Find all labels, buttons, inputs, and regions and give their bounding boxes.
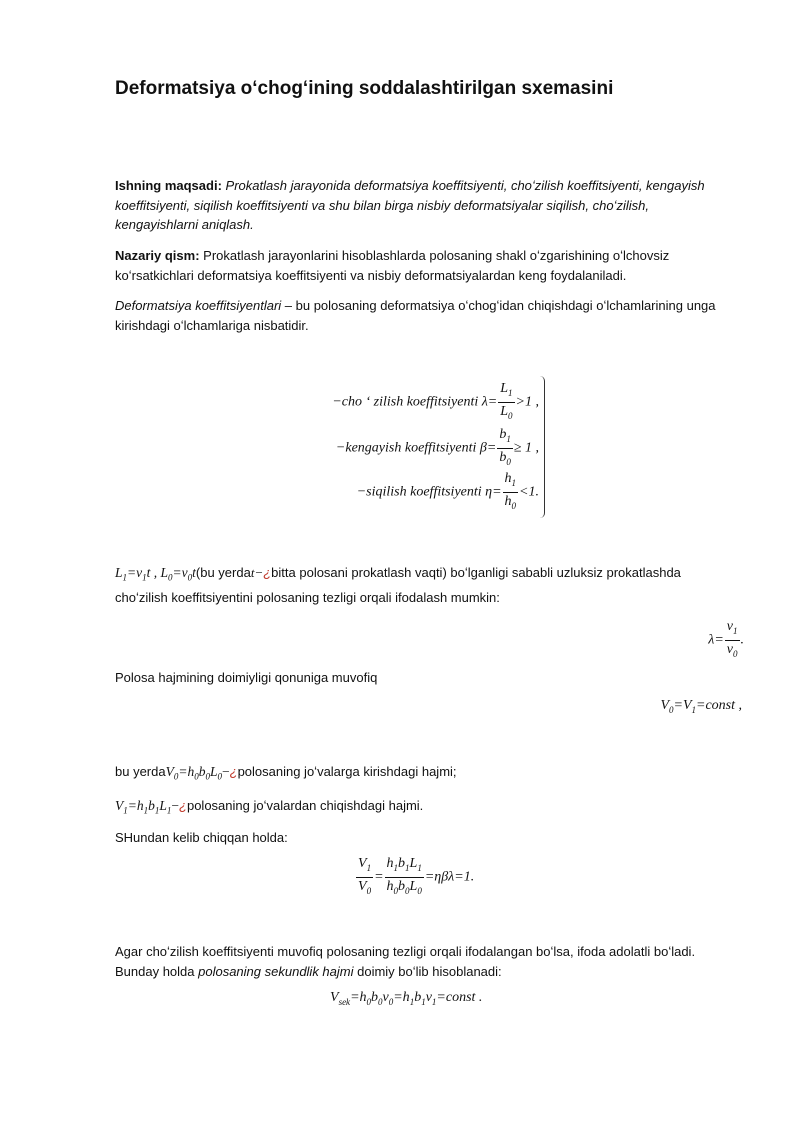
time-paragraph: $L_1=v_1t$ , $L_0=v_0t(bu$ yerdat−¿bitta polosani prokatlash vaqti) boʻlganligi sababli uzluksiz prokatlashda choʻzilish koeffitsiyentini polosaning tezligi orqali ifodalash mumkin:: [115, 565, 681, 606]
theory-text: Prokatlash jarayonlarini hisoblashlarda polosaning shakl oʻzgarishining oʻlchovsiz koʻrsatkichlari deformatsiya koeffitsiyenti va nisbiy deformatsiyalardan keng foydalaniladi.: [115, 248, 670, 283]
page-title: Deformatsiya oʻchogʻining soddalashtirilgan sxemasini: [115, 78, 614, 99]
second-volume-formula: $V_{sek}=h_0b_0v_0=h_1b_1v_1=const$ .: [330, 990, 483, 1007]
coefficient-system: [300, 376, 545, 518]
volume-law-text: Polosa hajmining doimiyligi qonuniga muvofiq: [115, 670, 378, 685]
final-paragraph: Agar choʻzilish koeffitsiyenti muvofiq polosaning tezligi orqali ifodalangan boʻlsa, ifoda adolatli boʻladi. Bunday holda polosaning sekundlik hajmi doimiy boʻlib hisoblanadi:: [115, 944, 696, 979]
theory-label: Nazariy qism:: [115, 248, 200, 263]
goal-paragraph: [115, 176, 735, 235]
goal-label: Ishning maqsadi:: [115, 178, 222, 193]
stretch-coefficient-formula: −cho ʻ zilish koeffitsiyenti λ= $\frac{L_1}{L_0}$ >1 ,: [332, 381, 539, 421]
theory-paragraph: [115, 246, 735, 285]
definition-paragraph: [115, 296, 735, 335]
volume-ratio-formula: $\frac{V_1}{V_0}$ = $\frac{h_1b_1L_1}{h_0b_0L_0}$ =ηβλ=1.: [358, 856, 475, 896]
spread-coefficient-formula: −kengayish koeffitsiyenti β= $\frac{b_1}{b_0}$ ≥ 1 ,: [335, 427, 539, 467]
system-brace: [540, 376, 545, 518]
definition-text: – bu polosaning deformatsiya oʻchogʻidan chiqishdagi oʻlchamlarining unga kirishdagi oʻlchamlariga nisbatidir.: [115, 298, 716, 333]
compression-coefficient-formula: −siqilish koeffitsiyenti η= $\frac{h_1}{h_0}$ <1.: [356, 471, 539, 511]
definition-term: Deformatsiya koeffitsiyentlari: [115, 298, 282, 313]
exit-volume-line: $V_1=h_1b_1L_1-¿polosaning$ joʻvalardan chiqishdagi hajmi.: [115, 798, 424, 816]
goal-text: Prokatlash jarayonida deformatsiya koeffitsiyenti, choʻzilish koeffitsiyenti, kengayish koeffitsiyenti, siqilish koeffitsiyenti va shu bilan birga nisbiy deformatsiyalar siqilish, choʻzilish, kengayishlarni aniqlash.: [115, 178, 705, 232]
result-intro-text: SHundan kelib chiqqan holda:: [115, 830, 288, 845]
lambda-velocity-formula: λ= $\frac{v_1}{v_0}$ .: [708, 619, 744, 659]
entry-volume-line: bu $yerdaV_0=h_0b_0L_0-¿polosaning$ joʻvalarga kirishdagi hajmi;: [115, 764, 457, 782]
volume-constancy-formula: $V_0=V_1=const$ ,: [660, 698, 742, 715]
